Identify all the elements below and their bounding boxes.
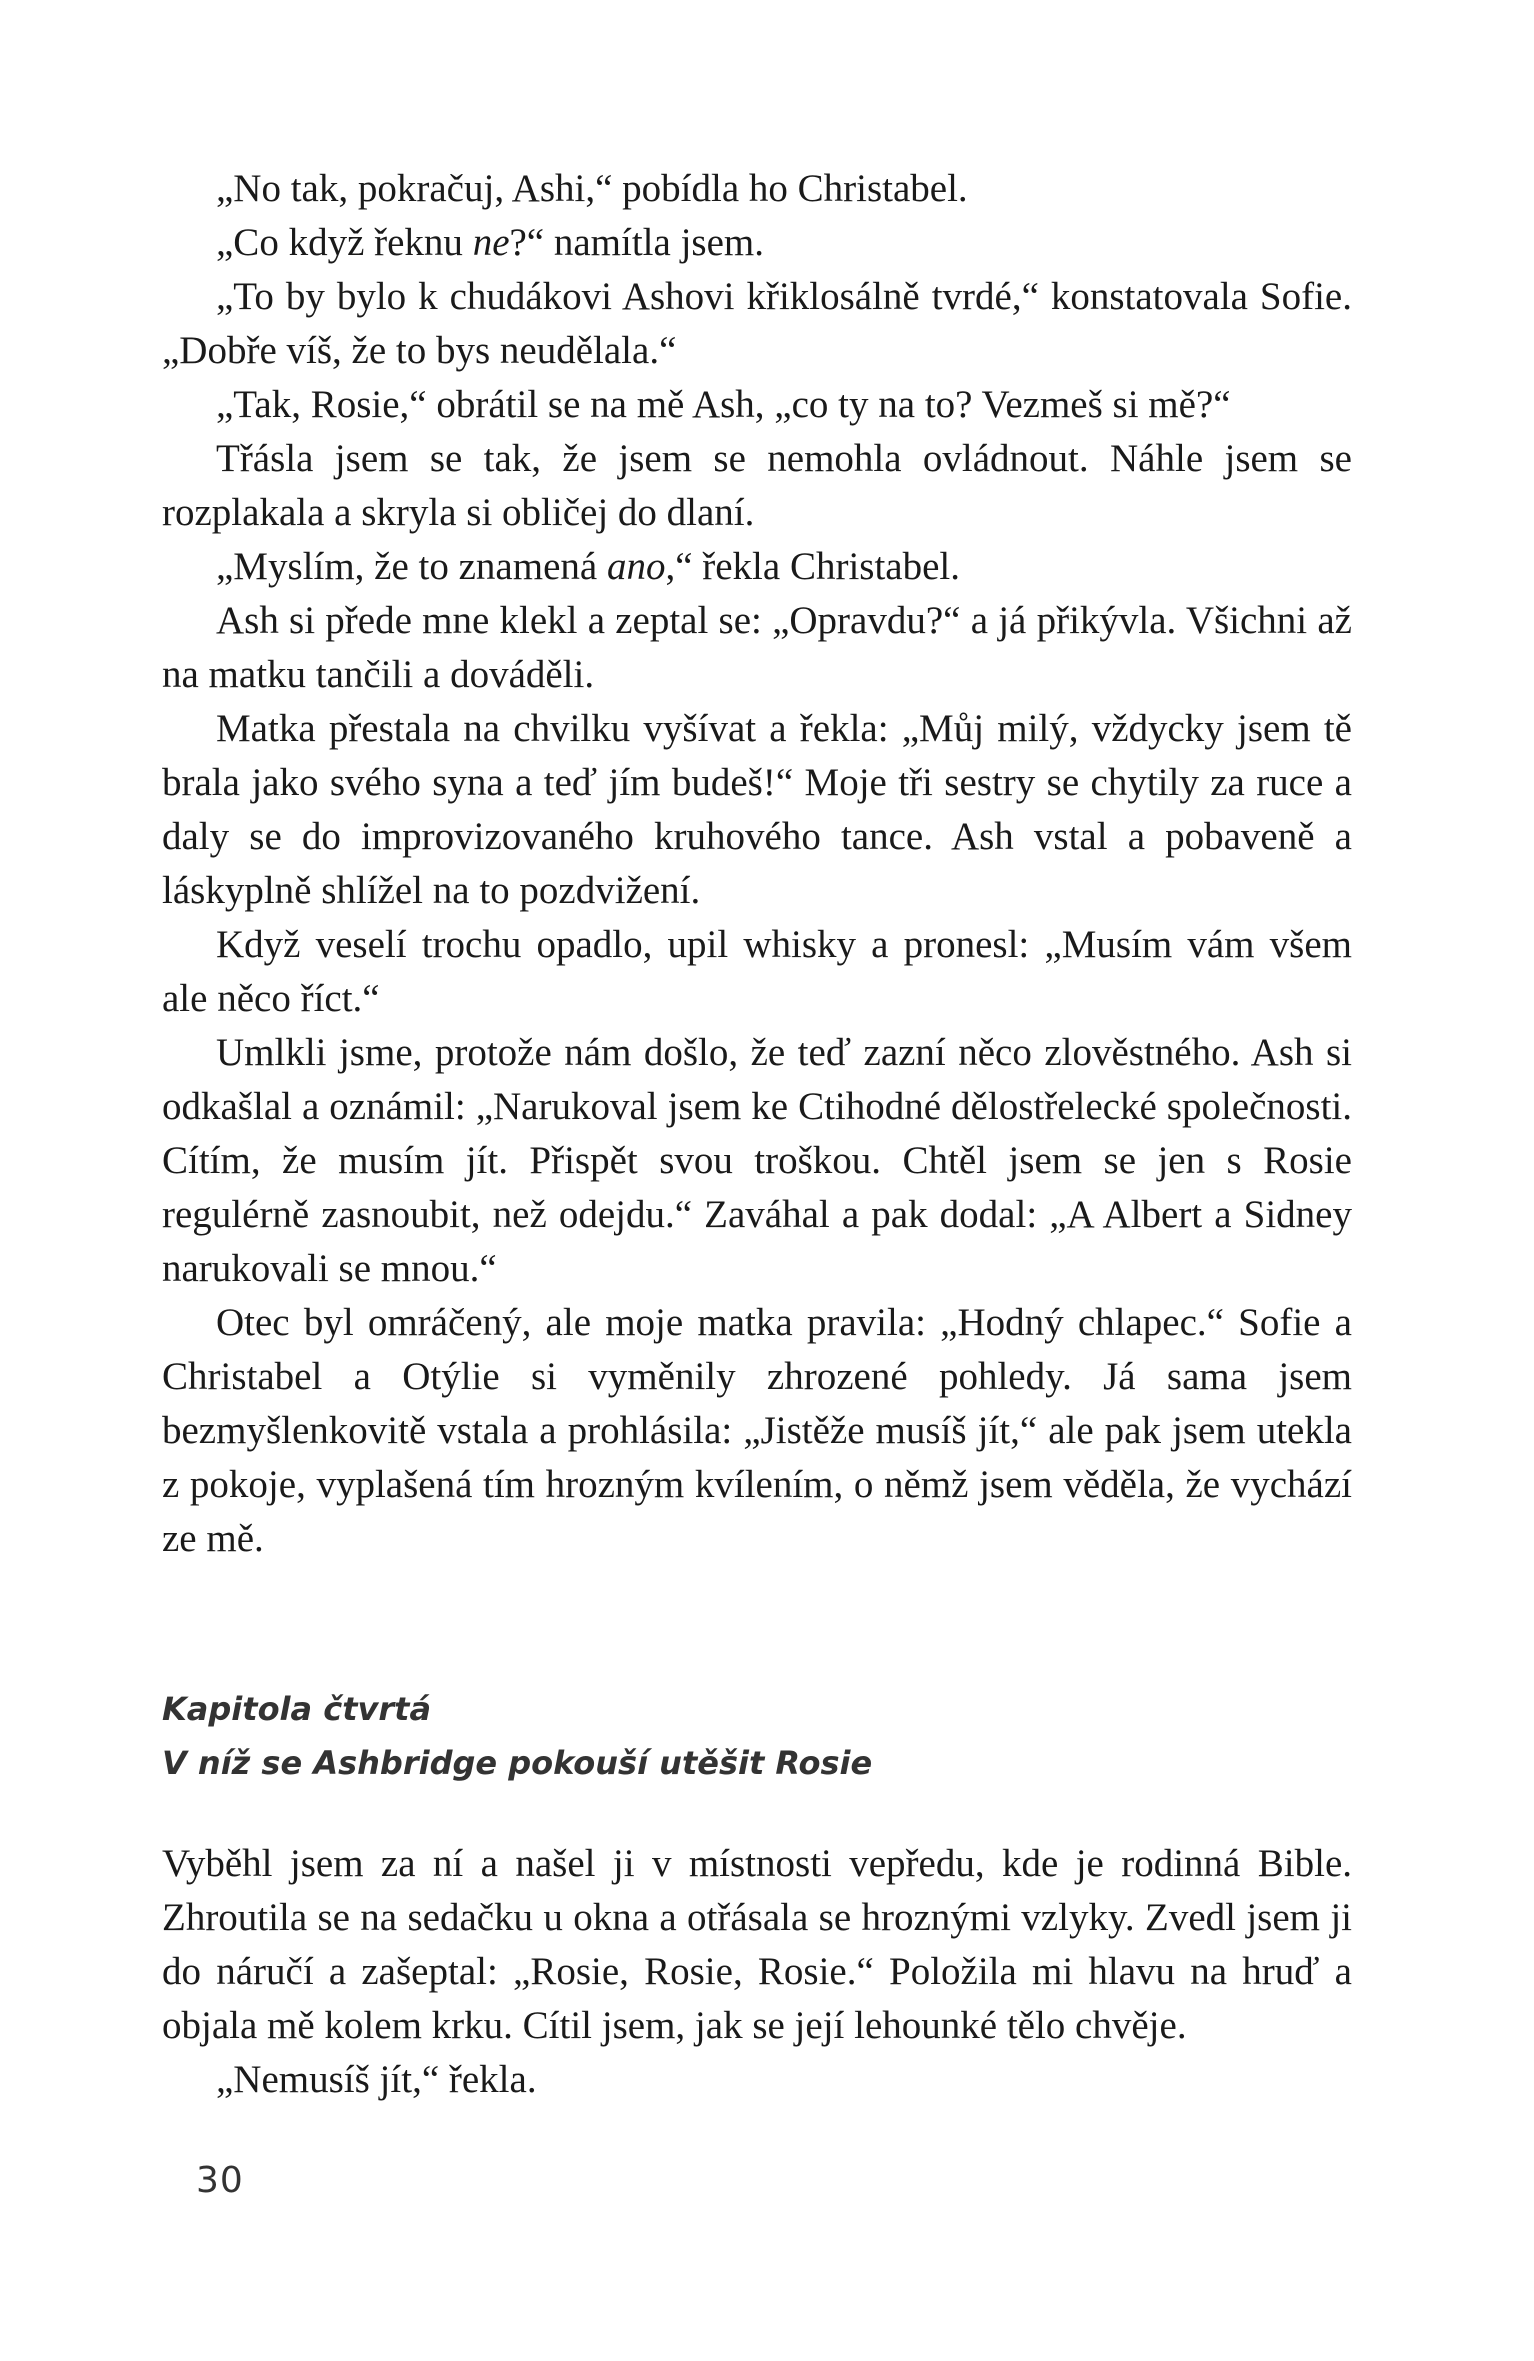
paragraph: Ash si přede mne klekl a zeptal se: „Opravdu?“ a já přikývla. Všichni až na matku tančili a dováděli. — [162, 599, 1352, 696]
page-number: 30 — [196, 2160, 244, 2201]
emphasis: ne — [472, 221, 510, 264]
paragraph: Umlkli jsme, protože nám došlo, že teď zazní něco zlověstného. Ash si odkašlal a oznámil: „Narukoval jsem ke Ctihodné dělostřelecké společnosti. Cítím, že musím jít. Přispět svou troškou. Chtěl jsem se jen s Rosie regulérně zasnoubit, než odejdu.“ Zaváhal a pak dodal: „A Albert a Sidney narukovali se mnou.“ — [162, 1031, 1352, 1290]
chapter-subtitle: V níž se Ashbridge pokouší utěšit Rosie — [162, 1744, 873, 1782]
emphasis: ano — [606, 545, 666, 588]
paragraph: „Myslím, že to znamená ano,“ řekla Christabel. — [216, 545, 961, 588]
paragraph: „Nemusíš jít,“ řekla. — [216, 2058, 537, 2101]
chapter-heading — [162, 1682, 1352, 1790]
paragraph: „To by bylo k chudákovi Ashovi křiklosálně tvrdé,“ konstatovala Sofie. „Dobře víš, že to bys neudělala.“ — [162, 275, 1352, 372]
paragraph: „No tak, pokračuj, Ashi,“ pobídla ho Christabel. — [216, 167, 968, 210]
paragraph: Třásla jsem se tak, že jsem se nemohla ovládnout. Náhle jsem se rozplakala a skryla si obličej do dlaní. — [162, 437, 1352, 534]
paragraph: Když veselí trochu opadlo, upil whisky a pronesl: „Musím vám všem ale něco říct.“ — [162, 923, 1352, 1020]
chapter-label: Kapitola čtvrtá — [162, 1690, 432, 1728]
paragraph: Otec byl omráčený, ale moje matka pravila: „Hodný chlapec.“ Sofie a Christabel a Otýlie si vyměnily zhrozené pohledy. Já sama jsem bezmyšlenkovitě vstala a prohlásila: „Jistěže musíš jít,“ ale pak jsem utekla z pokoje, vyplašená tím hrozným kvílením, o němž jsem věděla, že vychází ze mě. — [162, 1301, 1352, 1560]
top-text-block — [162, 162, 1352, 1566]
paragraph: „Tak, Rosie,“ obrátil se na mě Ash, „co ty na to? Vezmeš si mě?“ — [216, 383, 1231, 426]
paragraph: Vyběhl jsem za ní a našel ji v místnosti vepředu, kde je rodinná Bible. Zhroutila se na sedačku u okna a otřásala se hroznými vzlyky. Zvedl jsem ji do náručí a zašeptal: „Rosie, Rosie, Rosie.“ Položila mi hlavu na hruď a objala mě kolem krku. Cítil jsem, jak se její lehounké tělo chvěje. — [162, 1842, 1352, 2047]
bottom-text-block — [162, 1837, 1352, 2107]
paragraph: „Co když řeknu ne?“ namítla jsem. — [216, 221, 764, 264]
paragraph: Matka přestala na chvilku vyšívat a řekla: „Můj milý, vždycky jsem tě brala jako svého syna a teď jím budeš!“ Moje tři sestry se chytily za ruce a daly se do improvizovaného kruhového tance. Ash vstal a pobaveně a láskyplně shlížel na to pozdvižení. — [162, 707, 1352, 912]
